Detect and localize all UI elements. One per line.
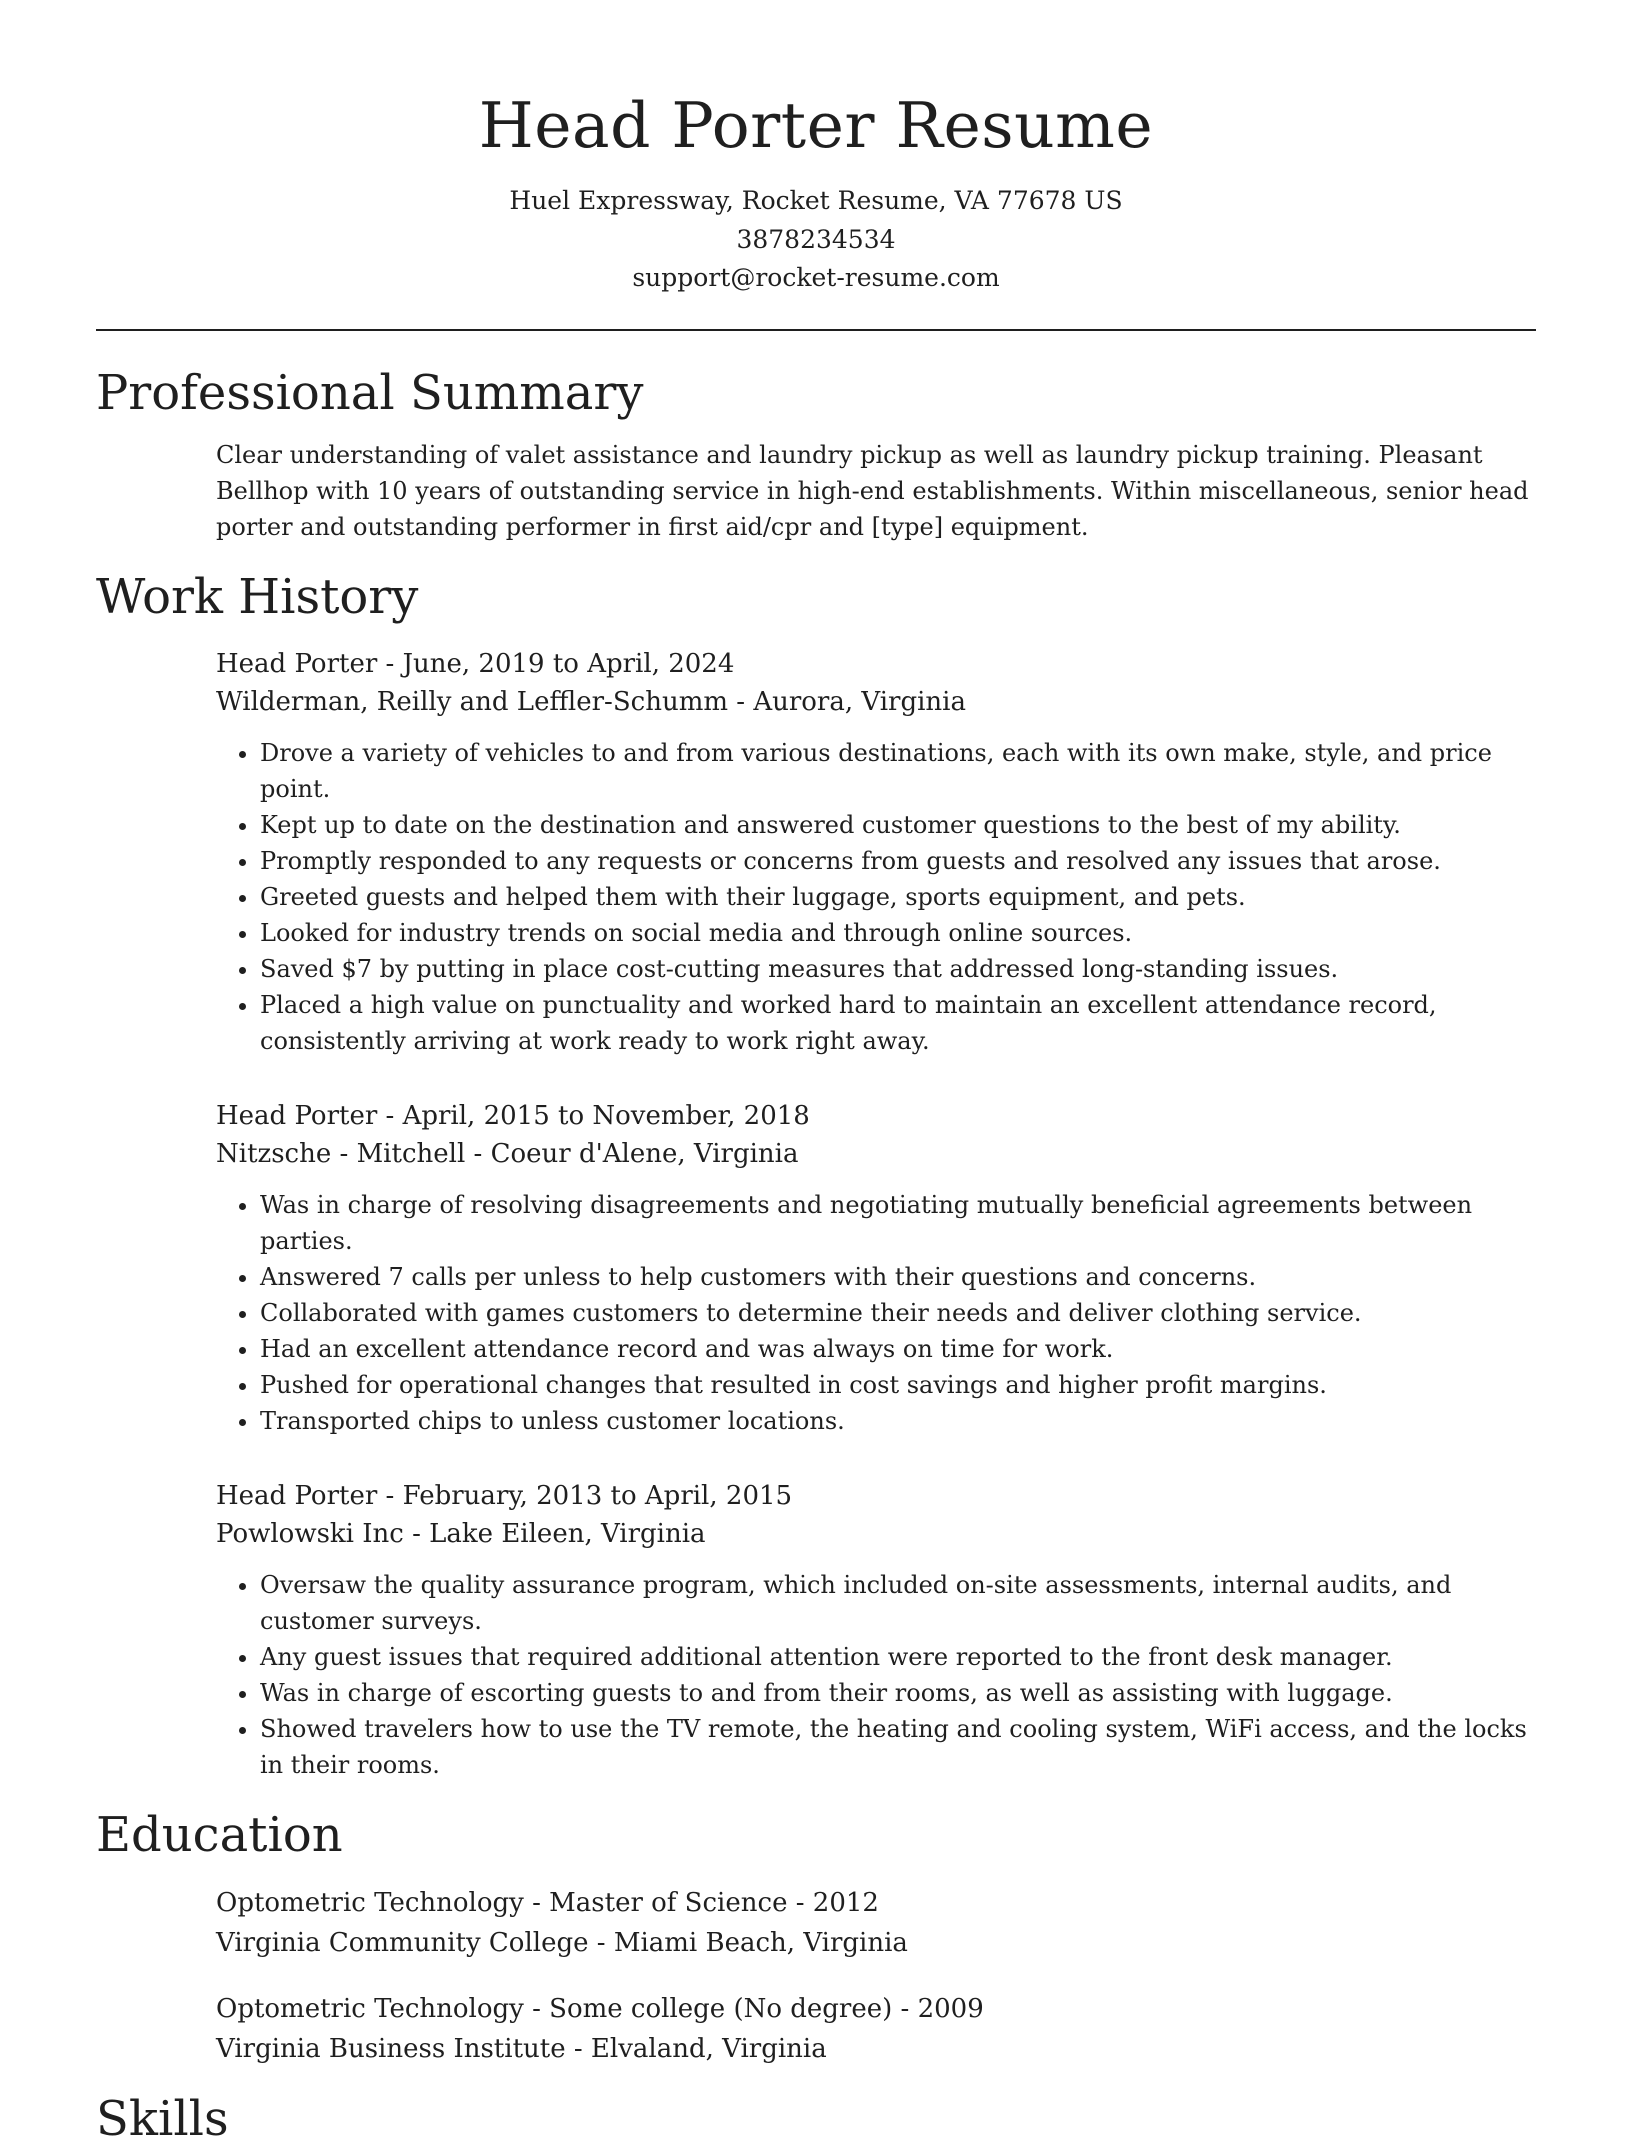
job-bullet: • Greeted guests and helped them with their luggage, sports equipment, and pets. — [260, 879, 1536, 915]
job-bullet: • Kept up to date on the destination and answered customer questions to the best of my ability. — [260, 807, 1536, 843]
job-title: Head Porter — [216, 648, 378, 679]
job-entry — [216, 645, 1536, 1059]
job-title-line — [216, 1097, 1536, 1135]
education-heading: Education — [96, 1806, 343, 1863]
job-bullet: • Was in charge of resolving disagreements and negotiating mutually beneficial agreements between parties. — [260, 1187, 1536, 1259]
phone: 3878234534 — [736, 224, 896, 254]
skills-section — [96, 2089, 1536, 2149]
job-bullet: • Collaborated with games customers to determine their needs and deliver clothing service. — [260, 1295, 1536, 1331]
degree: Optometric Technology - Some college (No degree) — [216, 1993, 893, 2024]
school: Virginia Business Institute — [216, 2033, 566, 2064]
job-company-line — [216, 1515, 1536, 1553]
job-bullets — [216, 1567, 1536, 1783]
email: support@rocket-resume.com — [632, 263, 1000, 292]
job-title: Head Porter — [216, 1100, 378, 1131]
job-title: Head Porter — [216, 1480, 378, 1511]
resume-title: Head Porter Resume — [478, 89, 1154, 162]
job-location: - Lake Eileen, Virginia — [403, 1518, 706, 1549]
job-dates: - June, 2019 to April, 2024 — [377, 648, 735, 679]
graduation-year: - 2009 — [892, 1993, 984, 2024]
school-line — [216, 2029, 1536, 2069]
graduation-year: - 2012 — [787, 1887, 879, 1918]
education-entry — [216, 1883, 1536, 1963]
job-bullet: • Answered 7 calls per unless to help customers with their questions and concerns. — [260, 1259, 1536, 1295]
school: Virginia Community College — [216, 1927, 589, 1958]
degree: Optometric Technology - Master of Science — [216, 1887, 788, 1918]
job-location: - Coeur d'Alene, Virginia — [465, 1138, 799, 1169]
summary-heading: Professional Summary — [96, 364, 644, 421]
school-location: - Elvaland, Virginia — [565, 2033, 827, 2064]
job-bullet: • Pushed for operational changes that resulted in cost savings and higher profit margins. — [260, 1367, 1536, 1403]
job-bullet: • Looked for industry trends on social media and through online sources. — [260, 915, 1536, 951]
school-location: - Miami Beach, Virginia — [588, 1927, 908, 1958]
education-section — [96, 1805, 1536, 2069]
job-bullet: • Drove a variety of vehicles to and from various destinations, each with its own make, style, and price point. — [260, 735, 1536, 807]
job-bullets — [216, 735, 1536, 1059]
job-bullet: • Placed a high value on punctuality and worked hard to maintain an excellent attendance record, consistently arriving at work ready to work right away. — [260, 987, 1536, 1059]
resume-header — [96, 0, 1536, 298]
header-divider — [96, 329, 1536, 331]
resume-page — [96, 0, 1536, 2149]
job-title-line — [216, 1477, 1536, 1515]
job-bullet: • Any guest issues that required additional attention were reported to the front desk manager. — [260, 1639, 1536, 1675]
job-dates: - April, 2015 to November, 2018 — [377, 1100, 810, 1131]
job-location: - Aurora, Virginia — [728, 686, 966, 717]
job-entry — [216, 1477, 1536, 1783]
summary-text: Clear understanding of valet assistance and laundry pickup as well as laundry pickup training. Pleasant Bellhop with 10 years of outstanding service in high-end establishments. Within miscellaneous, senior head porter and outstanding performer in first aid/cpr and [type] equipment. — [216, 440, 1529, 541]
school-line — [216, 1923, 1536, 1963]
work-history-heading: Work History — [96, 568, 419, 625]
degree-line — [216, 1989, 1536, 2029]
education-entry — [216, 1989, 1536, 2069]
job-bullet: • Transported chips to unless customer locations. — [260, 1403, 1536, 1439]
job-company: Wilderman, Reilly and Leffler-Schumm — [216, 686, 729, 717]
contact-info — [96, 182, 1536, 298]
job-title-line — [216, 645, 1536, 683]
address: Huel Expressway, Rocket Resume, VA 77678 US — [509, 186, 1123, 215]
job-company-line — [216, 1135, 1536, 1173]
job-company: Nitzsche - Mitchell — [216, 1138, 466, 1169]
job-bullets — [216, 1187, 1536, 1439]
job-bullet: • Saved $7 by putting in place cost-cutting measures that addressed long-standing issues. — [260, 951, 1536, 987]
job-entry — [216, 1097, 1536, 1439]
job-bullet: • Showed travelers how to use the TV remote, the heating and cooling system, WiFi access, and the locks in their rooms. — [260, 1711, 1536, 1783]
job-dates: - February, 2013 to April, 2015 — [377, 1480, 793, 1511]
job-company-line — [216, 683, 1536, 721]
job-bullet: • Was in charge of escorting guests to and from their rooms, as well as assisting with luggage. — [260, 1675, 1536, 1711]
skills-heading: Skills — [96, 2090, 229, 2147]
job-company: Powlowski Inc — [216, 1518, 404, 1549]
degree-line — [216, 1883, 1536, 1923]
summary-section — [96, 363, 1536, 545]
job-bullet: • Had an excellent attendance record and was always on time for work. — [260, 1331, 1536, 1367]
job-bullet: • Oversaw the quality assurance program, which included on-site assessments, internal audits, and customer surveys. — [260, 1567, 1536, 1639]
job-bullet: • Promptly responded to any requests or concerns from guests and resolved any issues that arose. — [260, 843, 1536, 879]
work-history-section — [96, 567, 1536, 1783]
